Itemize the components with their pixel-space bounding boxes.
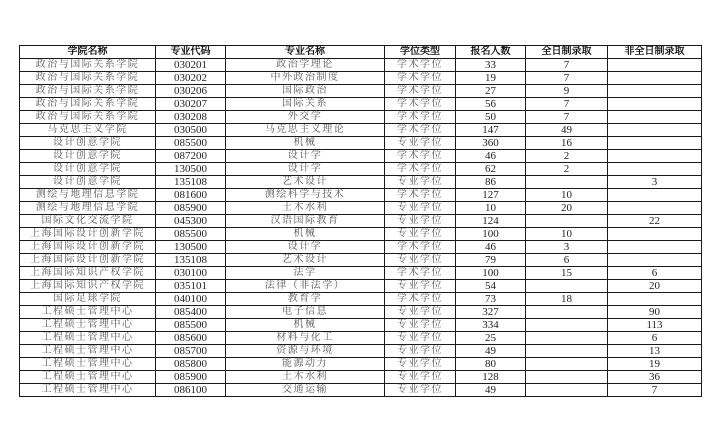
table-row xyxy=(20,293,702,306)
cell-major-code: 085500 xyxy=(156,137,226,150)
cell-degree-type: 专业学位 xyxy=(385,306,456,319)
table-row xyxy=(20,202,702,215)
cell-major-name: 艺术设计 xyxy=(226,176,385,189)
cell-applicants: 124 xyxy=(456,215,526,228)
cell-major-code: 030201 xyxy=(156,59,226,72)
cell-major-name: 汉语国际教育 xyxy=(226,215,385,228)
cell-major-name: 土木水利 xyxy=(226,202,385,215)
cell-fulltime-admitted xyxy=(526,358,608,371)
cell-applicants: 127 xyxy=(456,189,526,202)
cell-applicants: 33 xyxy=(456,59,526,72)
cell-applicants: 19 xyxy=(456,72,526,85)
header-parttime-admitted: 非全日制录取 xyxy=(608,46,702,59)
cell-major-name: 国际关系 xyxy=(226,98,385,111)
table-row xyxy=(20,319,702,332)
cell-applicants: 360 xyxy=(456,137,526,150)
cell-parttime-admitted xyxy=(608,111,702,124)
cell-college: 上海国际知识产权学院 xyxy=(20,267,156,280)
cell-parttime-admitted: 6 xyxy=(608,332,702,345)
cell-major-name: 政治学理论 xyxy=(226,59,385,72)
cell-parttime-admitted xyxy=(608,85,702,98)
cell-college: 工程硕士管理中心 xyxy=(20,345,156,358)
admissions-table xyxy=(19,45,702,397)
table-row xyxy=(20,254,702,267)
cell-degree-type: 专业学位 xyxy=(385,332,456,345)
cell-major-code: 085900 xyxy=(156,202,226,215)
cell-degree-type: 学术学位 xyxy=(385,150,456,163)
cell-applicants: 128 xyxy=(456,371,526,384)
cell-major-name: 国际政治 xyxy=(226,85,385,98)
cell-major-name: 设计学 xyxy=(226,241,385,254)
cell-major-name: 电子信息 xyxy=(226,306,385,319)
cell-parttime-admitted: 22 xyxy=(608,215,702,228)
cell-college: 政治与国际关系学院 xyxy=(20,111,156,124)
cell-major-code: 085400 xyxy=(156,306,226,319)
cell-college: 工程硕士管理中心 xyxy=(20,384,156,397)
header-degree-type: 学位类型 xyxy=(385,46,456,59)
cell-college: 马克思主义学院 xyxy=(20,124,156,137)
cell-fulltime-admitted: 10 xyxy=(526,228,608,241)
cell-applicants: 25 xyxy=(456,332,526,345)
cell-college: 政治与国际关系学院 xyxy=(20,72,156,85)
table-row xyxy=(20,280,702,293)
cell-fulltime-admitted: 7 xyxy=(526,98,608,111)
table-row xyxy=(20,345,702,358)
cell-degree-type: 专业学位 xyxy=(385,228,456,241)
cell-degree-type: 学术学位 xyxy=(385,293,456,306)
cell-college: 政治与国际关系学院 xyxy=(20,85,156,98)
cell-degree-type: 学术学位 xyxy=(385,267,456,280)
cell-fulltime-admitted: 6 xyxy=(526,254,608,267)
cell-fulltime-admitted xyxy=(526,371,608,384)
cell-major-code: 035101 xyxy=(156,280,226,293)
cell-college: 测绘与地理信息学院 xyxy=(20,189,156,202)
table-row xyxy=(20,358,702,371)
cell-fulltime-admitted: 49 xyxy=(526,124,608,137)
cell-major-code: 030207 xyxy=(156,98,226,111)
cell-college: 国际足球学院 xyxy=(20,293,156,306)
cell-parttime-admitted xyxy=(608,59,702,72)
cell-degree-type: 学术学位 xyxy=(385,72,456,85)
cell-major-code: 135108 xyxy=(156,254,226,267)
cell-parttime-admitted xyxy=(608,189,702,202)
cell-major-code: 085600 xyxy=(156,332,226,345)
table-row xyxy=(20,384,702,397)
cell-applicants: 56 xyxy=(456,98,526,111)
cell-college: 工程硕士管理中心 xyxy=(20,358,156,371)
cell-parttime-admitted xyxy=(608,228,702,241)
cell-applicants: 73 xyxy=(456,293,526,306)
cell-college: 工程硕士管理中心 xyxy=(20,332,156,345)
cell-degree-type: 专业学位 xyxy=(385,319,456,332)
cell-major-name: 土木水利 xyxy=(226,371,385,384)
cell-degree-type: 学术学位 xyxy=(385,85,456,98)
cell-major-code: 030500 xyxy=(156,124,226,137)
cell-degree-type: 专业学位 xyxy=(385,384,456,397)
cell-degree-type: 学术学位 xyxy=(385,163,456,176)
cell-major-name: 机械 xyxy=(226,137,385,150)
table-header xyxy=(20,46,702,59)
cell-major-name: 艺术设计 xyxy=(226,254,385,267)
cell-college: 上海国际设计创新学院 xyxy=(20,254,156,267)
cell-major-code: 130500 xyxy=(156,163,226,176)
header-college: 学院名称 xyxy=(20,46,156,59)
cell-major-name: 机械 xyxy=(226,319,385,332)
table-row xyxy=(20,241,702,254)
cell-applicants: 50 xyxy=(456,111,526,124)
cell-parttime-admitted xyxy=(608,202,702,215)
cell-major-code: 135108 xyxy=(156,176,226,189)
cell-fulltime-admitted xyxy=(526,176,608,189)
cell-applicants: 86 xyxy=(456,176,526,189)
cell-parttime-admitted: 36 xyxy=(608,371,702,384)
cell-applicants: 62 xyxy=(456,163,526,176)
cell-major-code: 030208 xyxy=(156,111,226,124)
cell-parttime-admitted: 7 xyxy=(608,384,702,397)
cell-parttime-admitted xyxy=(608,137,702,150)
cell-major-code: 086100 xyxy=(156,384,226,397)
cell-major-code: 130500 xyxy=(156,241,226,254)
table-row xyxy=(20,85,702,98)
table-row xyxy=(20,215,702,228)
cell-college: 设计创意学院 xyxy=(20,137,156,150)
cell-major-code: 045300 xyxy=(156,215,226,228)
cell-college: 设计创意学院 xyxy=(20,150,156,163)
cell-degree-type: 学术学位 xyxy=(385,98,456,111)
cell-degree-type: 专业学位 xyxy=(385,358,456,371)
cell-major-name: 法律（非法学） xyxy=(226,280,385,293)
cell-degree-type: 学术学位 xyxy=(385,59,456,72)
cell-parttime-admitted: 90 xyxy=(608,306,702,319)
table-row xyxy=(20,189,702,202)
cell-applicants: 327 xyxy=(456,306,526,319)
cell-fulltime-admitted xyxy=(526,384,608,397)
cell-applicants: 79 xyxy=(456,254,526,267)
header-row xyxy=(20,46,702,59)
table-row xyxy=(20,150,702,163)
table-row xyxy=(20,267,702,280)
cell-parttime-admitted: 13 xyxy=(608,345,702,358)
cell-degree-type: 专业学位 xyxy=(385,280,456,293)
cell-major-name: 外交学 xyxy=(226,111,385,124)
cell-applicants: 54 xyxy=(456,280,526,293)
cell-applicants: 46 xyxy=(456,150,526,163)
table-row xyxy=(20,371,702,384)
cell-college: 上海国际知识产权学院 xyxy=(20,280,156,293)
cell-major-code: 081600 xyxy=(156,189,226,202)
cell-degree-type: 专业学位 xyxy=(385,371,456,384)
cell-applicants: 49 xyxy=(456,345,526,358)
cell-major-code: 085800 xyxy=(156,358,226,371)
cell-degree-type: 专业学位 xyxy=(385,137,456,150)
cell-applicants: 100 xyxy=(456,267,526,280)
cell-fulltime-admitted: 9 xyxy=(526,85,608,98)
cell-fulltime-admitted xyxy=(526,319,608,332)
cell-degree-type: 学术学位 xyxy=(385,241,456,254)
cell-fulltime-admitted xyxy=(526,345,608,358)
cell-major-code: 085900 xyxy=(156,371,226,384)
cell-applicants: 49 xyxy=(456,384,526,397)
cell-parttime-admitted: 6 xyxy=(608,267,702,280)
cell-major-name: 机械 xyxy=(226,228,385,241)
table-row xyxy=(20,59,702,72)
cell-major-name: 设计学 xyxy=(226,163,385,176)
cell-fulltime-admitted: 18 xyxy=(526,293,608,306)
cell-parttime-admitted xyxy=(608,98,702,111)
cell-degree-type: 专业学位 xyxy=(385,202,456,215)
cell-degree-type: 专业学位 xyxy=(385,215,456,228)
cell-degree-type: 专业学位 xyxy=(385,254,456,267)
table-row xyxy=(20,176,702,189)
cell-parttime-admitted xyxy=(608,254,702,267)
cell-fulltime-admitted: 15 xyxy=(526,267,608,280)
cell-parttime-admitted xyxy=(608,241,702,254)
table-row xyxy=(20,137,702,150)
cell-major-name: 设计学 xyxy=(226,150,385,163)
cell-major-name: 能源动力 xyxy=(226,358,385,371)
cell-applicants: 334 xyxy=(456,319,526,332)
cell-college: 政治与国际关系学院 xyxy=(20,59,156,72)
header-major-code: 专业代码 xyxy=(156,46,226,59)
cell-major-code: 087200 xyxy=(156,150,226,163)
cell-applicants: 147 xyxy=(456,124,526,137)
cell-major-name: 材料与化工 xyxy=(226,332,385,345)
cell-parttime-admitted xyxy=(608,293,702,306)
header-fulltime-admitted: 全日制录取 xyxy=(526,46,608,59)
cell-major-name: 法学 xyxy=(226,267,385,280)
cell-fulltime-admitted xyxy=(526,306,608,319)
cell-major-code: 085700 xyxy=(156,345,226,358)
cell-degree-type: 专业学位 xyxy=(385,176,456,189)
table-body xyxy=(20,59,702,397)
cell-college: 上海国际设计创新学院 xyxy=(20,241,156,254)
cell-college: 工程硕士管理中心 xyxy=(20,319,156,332)
cell-major-name: 中外政治制度 xyxy=(226,72,385,85)
cell-major-code: 085500 xyxy=(156,319,226,332)
cell-fulltime-admitted: 2 xyxy=(526,163,608,176)
cell-parttime-admitted xyxy=(608,163,702,176)
cell-major-code: 040100 xyxy=(156,293,226,306)
cell-major-name: 马克思主义理论 xyxy=(226,124,385,137)
table-row xyxy=(20,306,702,319)
cell-parttime-admitted xyxy=(608,150,702,163)
cell-college: 工程硕士管理中心 xyxy=(20,306,156,319)
table-row xyxy=(20,163,702,176)
table-row xyxy=(20,332,702,345)
cell-parttime-admitted: 113 xyxy=(608,319,702,332)
header-applicants: 报名人数 xyxy=(456,46,526,59)
cell-parttime-admitted xyxy=(608,124,702,137)
table-row xyxy=(20,111,702,124)
cell-fulltime-admitted xyxy=(526,332,608,345)
cell-fulltime-admitted xyxy=(526,280,608,293)
cell-college: 工程硕士管理中心 xyxy=(20,371,156,384)
cell-fulltime-admitted: 16 xyxy=(526,137,608,150)
cell-applicants: 10 xyxy=(456,202,526,215)
cell-college: 国际文化交流学院 xyxy=(20,215,156,228)
cell-fulltime-admitted: 20 xyxy=(526,202,608,215)
cell-applicants: 46 xyxy=(456,241,526,254)
cell-college: 测绘与地理信息学院 xyxy=(20,202,156,215)
cell-degree-type: 学术学位 xyxy=(385,124,456,137)
cell-fulltime-admitted: 7 xyxy=(526,59,608,72)
cell-major-code: 030206 xyxy=(156,85,226,98)
table-row xyxy=(20,72,702,85)
table-row xyxy=(20,228,702,241)
cell-degree-type: 学术学位 xyxy=(385,111,456,124)
cell-fulltime-admitted: 3 xyxy=(526,241,608,254)
cell-major-name: 教育学 xyxy=(226,293,385,306)
cell-major-code: 030202 xyxy=(156,72,226,85)
cell-applicants: 27 xyxy=(456,85,526,98)
cell-parttime-admitted: 19 xyxy=(608,358,702,371)
cell-parttime-admitted: 20 xyxy=(608,280,702,293)
cell-college: 政治与国际关系学院 xyxy=(20,98,156,111)
cell-major-name: 交通运输 xyxy=(226,384,385,397)
cell-college: 上海国际设计创新学院 xyxy=(20,228,156,241)
table-row xyxy=(20,124,702,137)
table-row xyxy=(20,98,702,111)
cell-fulltime-admitted: 10 xyxy=(526,189,608,202)
header-major-name: 专业名称 xyxy=(226,46,385,59)
cell-college: 设计创意学院 xyxy=(20,176,156,189)
cell-college: 设计创意学院 xyxy=(20,163,156,176)
cell-parttime-admitted: 3 xyxy=(608,176,702,189)
cell-fulltime-admitted: 7 xyxy=(526,72,608,85)
cell-applicants: 100 xyxy=(456,228,526,241)
cell-fulltime-admitted: 2 xyxy=(526,150,608,163)
cell-major-code: 030100 xyxy=(156,267,226,280)
cell-parttime-admitted xyxy=(608,72,702,85)
cell-degree-type: 专业学位 xyxy=(385,345,456,358)
cell-fulltime-admitted: 7 xyxy=(526,111,608,124)
cell-major-code: 085500 xyxy=(156,228,226,241)
cell-major-name: 资源与环境 xyxy=(226,345,385,358)
cell-degree-type: 学术学位 xyxy=(385,189,456,202)
cell-applicants: 80 xyxy=(456,358,526,371)
cell-major-name: 测绘科学与技术 xyxy=(226,189,385,202)
cell-fulltime-admitted xyxy=(526,215,608,228)
